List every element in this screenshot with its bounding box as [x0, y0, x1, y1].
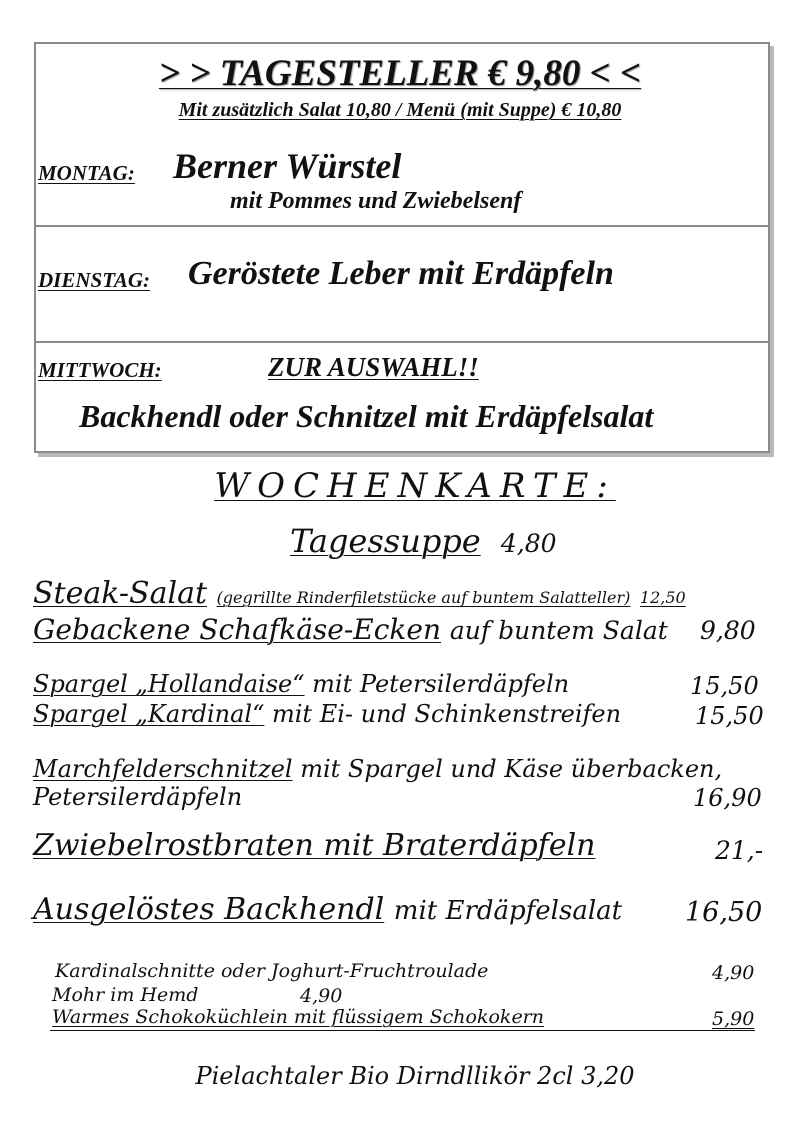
divider [36, 341, 768, 343]
soup-row [290, 522, 557, 560]
menu-item [33, 700, 621, 728]
item-desc: (gegrillte Rinderfiletstücke auf buntem Salatteller) [216, 588, 631, 607]
dessert-price: 4,90 [712, 962, 755, 984]
tuesday-label: DIENSTAG: [38, 268, 151, 292]
dessert-name: Kardinalschnitte oder Joghurt-Fruchtroulade [55, 960, 489, 982]
item-name: Spargel „Hollandaise“ [33, 670, 305, 698]
item-desc: auf buntem Salat [449, 616, 668, 645]
item-name: Steak-Salat [33, 576, 208, 611]
item-price: 15,50 [690, 672, 759, 700]
wednesday-dish: Backhendl oder Schnitzel mit Erdäpfelsalat [79, 398, 654, 434]
daily-subtitle: Mit zusätzlich Salat 10,80 / Menü (mit Suppe) € 10,80 [178, 99, 622, 121]
item-name: Marchfelderschnitzel [33, 755, 293, 783]
item-price: 9,80 [700, 616, 756, 645]
menu-item [33, 613, 668, 646]
item-name: Gebackene Schafkäse-Ecken [33, 613, 441, 646]
item-desc: mit Ei- und Schinkenstreifen [272, 700, 622, 728]
dessert-name: Mohr im Hemd [52, 984, 199, 1006]
monday-label: MONTAG: [38, 161, 135, 185]
item-price: 21,- [715, 836, 764, 865]
menu-item [33, 892, 622, 927]
menu-item [33, 576, 686, 611]
item-desc: mit Spargel und Käse überbacken, [300, 755, 723, 783]
monday-side: mit Pommes und Zwiebelsenf [230, 188, 522, 214]
item-price: 16,90 [693, 784, 762, 812]
divider [36, 225, 768, 227]
liqueur-line: Pielachtaler Bio Dirndllikör 2cl 3,20 [195, 1062, 635, 1090]
item-price: 15,50 [695, 702, 764, 730]
item-name: Zwiebelrostbraten mit Braterdäpfeln [33, 828, 596, 863]
wednesday-label: MITTWOCH: [38, 358, 162, 382]
soup-name: Tagessuppe [290, 522, 481, 560]
dessert-price: 4,90 [300, 985, 343, 1007]
item-name: Ausgelöstes Backhendl [33, 892, 385, 927]
item-desc: mit Erdäpfelsalat [393, 896, 623, 926]
menu-item [33, 755, 722, 783]
item-desc: mit Petersilerdäpfeln [312, 670, 570, 698]
item-desc-continued: Petersilerdäpfeln [33, 783, 243, 811]
monday-dish: Berner Würstel [173, 146, 402, 186]
divider [50, 1030, 755, 1031]
daily-title: > > TAGESTELLER € 9,80 < < [158, 53, 642, 94]
item-price: 16,50 [685, 897, 763, 928]
dessert-price: 5,90 [712, 1008, 755, 1030]
tuesday-dish: Geröstete Leber mit Erdäpfeln [188, 255, 614, 292]
soup-price: 4,80 [500, 529, 557, 558]
menu-item [33, 670, 569, 698]
dessert-name: Warmes Schokoküchlein mit flüssigem Schokokern [52, 1006, 545, 1028]
wednesday-choice: ZUR AUSWAHL!! [268, 352, 479, 382]
weekly-heading: WOCHENKARTE: [214, 466, 616, 506]
item-name: Spargel „Kardinal“ [33, 700, 265, 728]
item-price: 12,50 [639, 588, 686, 607]
